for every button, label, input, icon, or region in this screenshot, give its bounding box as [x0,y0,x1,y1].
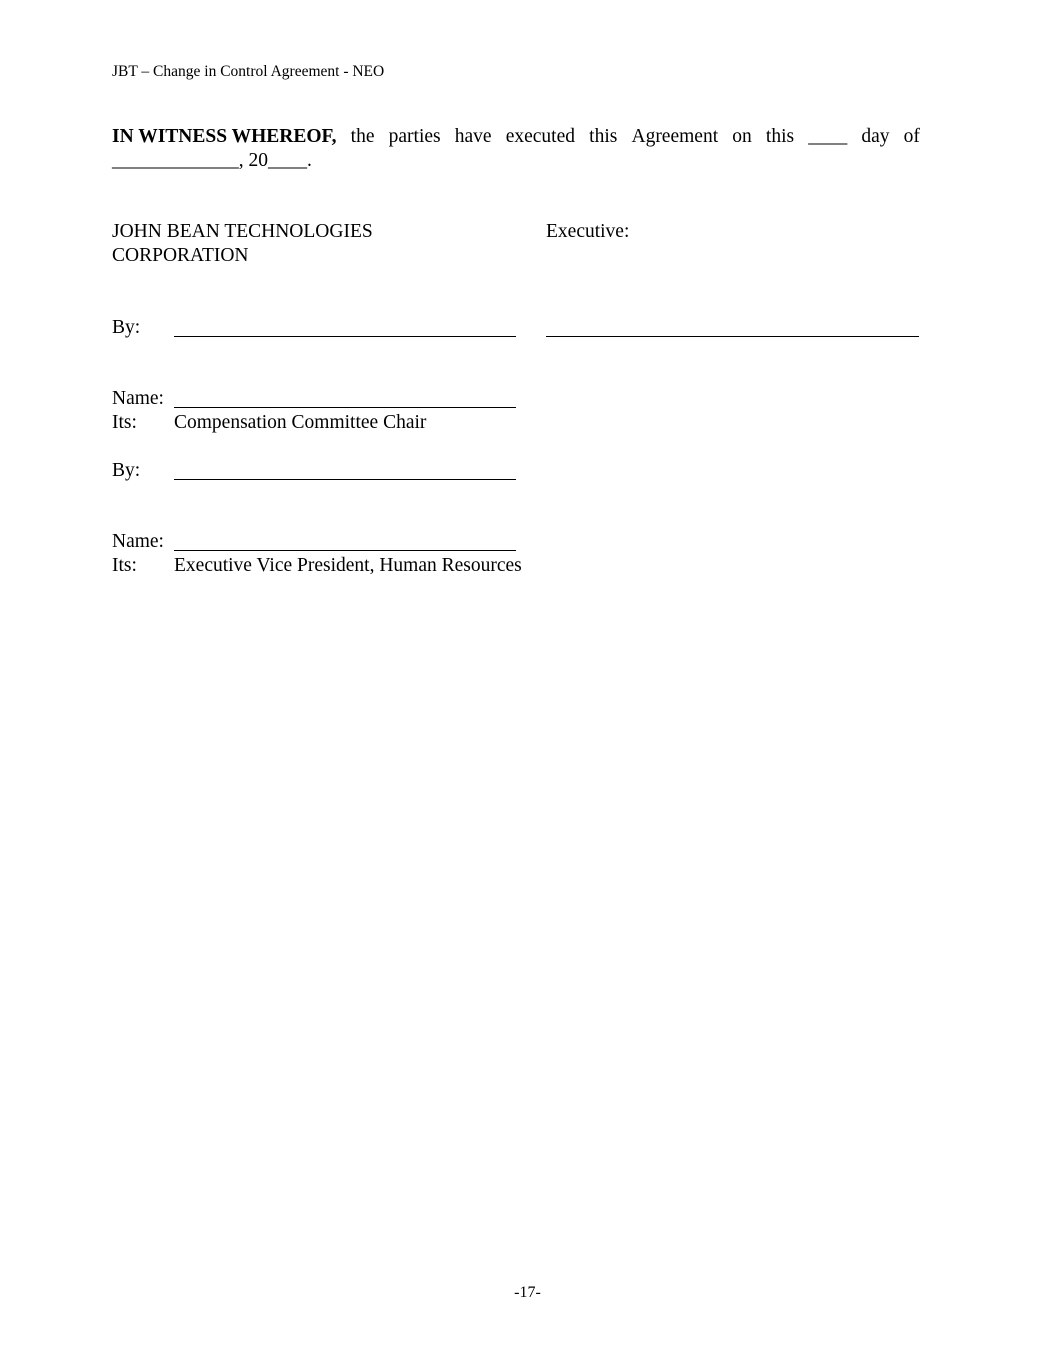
witness-word: the [350,126,375,147]
by-label-2: By: [112,460,141,481]
name-line-1[interactable] [174,407,516,408]
name-label-1: Name: [112,388,164,409]
by-label-1: By: [112,317,141,338]
witness-word: of [903,126,920,147]
day-blank: ____ [808,126,848,147]
signatory-1-title: Compensation Committee Chair [174,412,427,433]
witness-bold-lead: IN WITNESS WHEREOF, [112,126,337,147]
executive-signature-line[interactable] [546,336,919,337]
name-line-2[interactable] [174,550,516,551]
its-label-2: Its: [112,555,137,576]
signatory-2-title: Executive Vice President, Human Resources [174,555,522,576]
witness-word: this [765,126,795,147]
its-label-1: Its: [112,412,137,433]
executive-label: Executive: [546,221,630,242]
witness-word: have [454,126,492,147]
name-label-2: Name: [112,531,164,552]
company-signature-line-2[interactable] [174,479,516,480]
witness-line-1 [112,125,920,149]
witness-word: on [732,126,752,147]
witness-line-2: _____________, 20____. [112,150,312,171]
running-header: JBT – Change in Control Agreement - NEO [112,63,385,80]
witness-word: parties [388,126,441,147]
company-signature-line-1[interactable] [174,336,516,337]
witness-word: day [861,126,890,147]
company-name-line-2: CORPORATION [112,245,249,266]
witness-clause [112,125,920,173]
witness-word: executed [505,126,576,147]
witness-word: Agreement [631,126,719,147]
page-number: -17- [514,1284,541,1301]
company-name-line-1: JOHN BEAN TECHNOLOGIES [112,221,373,242]
witness-word: this [589,126,618,147]
